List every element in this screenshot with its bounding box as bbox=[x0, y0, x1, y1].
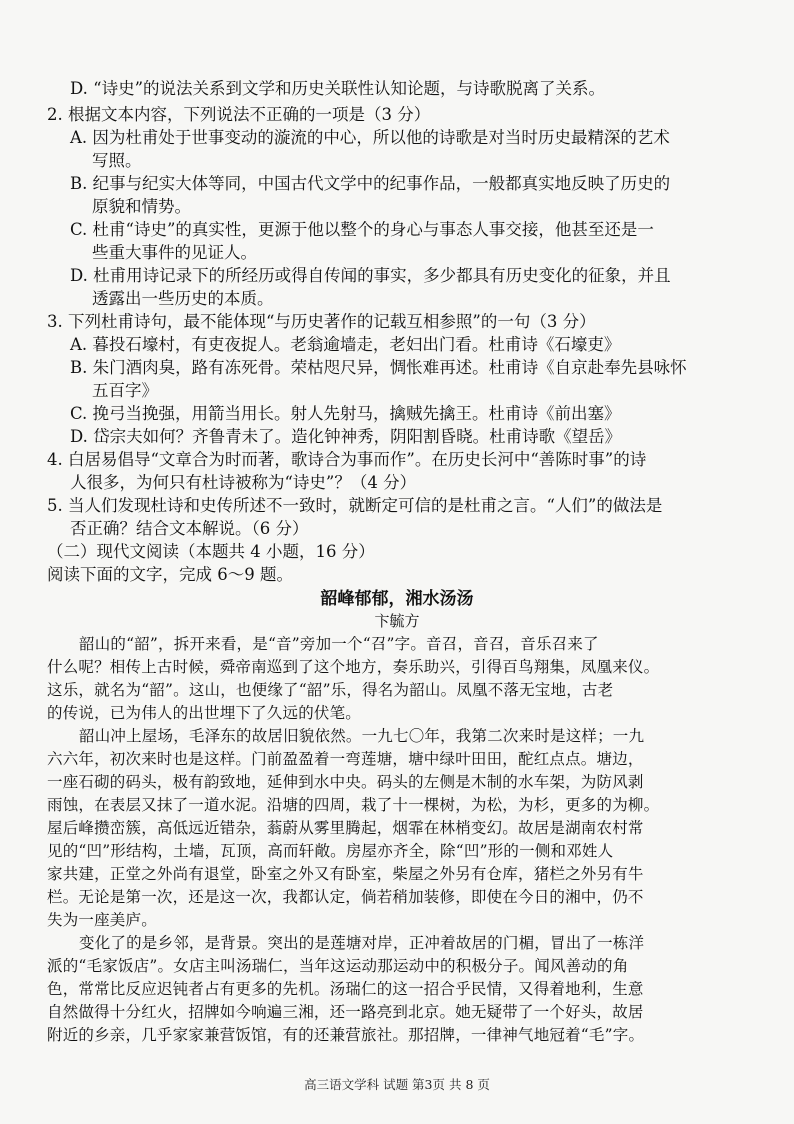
q3-option-b: B. 朱门酒肉臭，路有冻死骨。荣枯咫尺异，惆怅难再述。杜甫诗《自京赴奉先县咏怀 bbox=[70, 358, 687, 377]
article-line: 这乐，就名为“韶”。这山，也便缘了“韶”乐，得名为韶山。凤凰不落无宝地，古老 bbox=[47, 681, 614, 699]
article-line: 韶山的“韶”，拆开来看，是“音”旁加一个“召”字。音召，音召，音乐召来了 bbox=[79, 635, 599, 653]
q2-option-b: B. 纪事与纪实大体等同，中国古代文学中的纪事作品，一般都真实地反映了历史的 bbox=[70, 174, 671, 193]
q5-line-2: 否正确？结合文本解说。（6 分） bbox=[70, 519, 309, 538]
section-instruction: 阅读下面的文字，完成 6～9 题。 bbox=[47, 565, 293, 584]
q2-stem: 2. 根据文本内容，下列说法不正确的一项是（3 分） bbox=[47, 105, 431, 124]
article-line: 失为一座美庐。 bbox=[47, 911, 157, 929]
q3-option-b-cont: 五百字》 bbox=[92, 381, 158, 400]
q2-option-c-cont: 些重大事件的见证人。 bbox=[92, 243, 257, 262]
q4-line-2: 人很多，为何只有杜诗被称为“诗史”？（4 分） bbox=[70, 473, 417, 492]
article-line: 韶山冲上屋场，毛泽东的故居旧貌依然。一九七〇年，我第二次来时是这样；一九 bbox=[79, 727, 645, 745]
q3-option-c: C. 挽弓当挽强，用箭当用长。射人先射马，擒贼先擒王。杜甫诗《前出塞》 bbox=[70, 404, 621, 423]
article-line: 什么呢？相传上古时候，舜帝南巡到了这个地方，奏乐助兴，引得百鸟翔集，凤凰来仪。 bbox=[47, 658, 660, 676]
section-heading: （二）现代文阅读（本题共 4 小题，16 分） bbox=[47, 542, 375, 561]
q2-option-d: D. 杜甫用诗记录下的所经历或得自传闻的事实，多少都具有历史变化的征象，并且 bbox=[70, 266, 671, 285]
q3-stem: 3. 下列杜甫诗句，最不能体现“与历史著作的记载互相参照”的一句（3 分） bbox=[47, 312, 596, 331]
article-line: 栏。无论是第一次，还是这一次，我都认定，倘若稍加装修，即使在今日的湘中，仍不 bbox=[47, 888, 644, 906]
q2-option-b-cont: 原貌和情势。 bbox=[92, 197, 191, 216]
article-line: 家共建，正堂之外尚有退堂，卧室之外又有卧室，柴屋之外另有仓库，猪栏之外另有牛 bbox=[47, 865, 644, 883]
q3-option-d: D. 岱宗夫如何？齐鲁青未了。造化钟神秀，阴阳割昏晓。杜甫诗歌《望岳》 bbox=[70, 427, 622, 446]
q4-line-1: 4. 白居易倡导“文章合为时而著，歌诗合为事而作”。在历史长河中“善陈时事”的诗 bbox=[47, 450, 647, 469]
article-line: 派的“毛家饭店”。女店主叫汤瑞仁，当年这运动那运动中的积极分子。闻风善动的角 bbox=[47, 957, 629, 975]
page-footer: 高三语文学科 试题 第3页 共 8 页 bbox=[304, 1077, 490, 1092]
q5-line-1: 5. 当人们发现杜诗和史传所述不一致时，就断定可信的是杜甫之言。“人们”的做法是 bbox=[47, 496, 663, 515]
article-author: 卞毓方 bbox=[374, 612, 420, 630]
q2-option-a-cont: 写照。 bbox=[92, 151, 142, 170]
q1-option-d: D. “诗史”的说法关系到文学和历史关联性认知论题，与诗歌脱离了关系。 bbox=[70, 79, 606, 98]
article-line: 变化了的是乡邻，是背景。突出的是莲塘对岸，正冲着故居的门楣，冒出了一栋洋 bbox=[79, 934, 645, 952]
q3-option-a: A. 暮投石壕村，有吏夜捉人。老翁逾墙走，老妇出门看。杜甫诗《石壕吏》 bbox=[70, 335, 621, 354]
q2-option-a: A. 因为杜甫处于世事变动的漩流的中心，所以他的诗歌是对当时历史最精深的艺术 bbox=[70, 128, 670, 147]
article-line: 自然做得十分红火，招牌如今响遍三湘，还一路亮到北京。她无疑带了一个好头，故居 bbox=[47, 1003, 644, 1021]
article-line: 色，常常比反应迟钝者占有更多的先机。汤瑞仁的这一招合乎民情，又得着地利，生意 bbox=[47, 980, 644, 998]
article-line: 六六年，初次来时也是这样。门前盈盈着一弯莲塘，塘中绿叶田田，酡红点点。塘边， bbox=[47, 750, 644, 768]
article-line: 雨蚀，在表层又抹了一道水泥。沿塘的四周，栽了十一棵树，为松，为杉，更多的为柳。 bbox=[47, 796, 660, 814]
article-title: 韶峰郁郁，湘水汤汤 bbox=[320, 589, 474, 609]
article-line: 的传说，已为伟人的出世埋下了久远的伏笔。 bbox=[47, 704, 362, 722]
article-line: 见的“凹”形结构，土墙，瓦顶，高而轩敞。房屋亦齐全，除“凹”形的一侧和邓姓人 bbox=[47, 842, 614, 860]
article-line: 一座石砌的码头，极有韵致地，延伸到水中央。码头的左侧是木制的水车架，为防风剥 bbox=[47, 773, 644, 791]
q2-option-d-cont: 透露出一些历史的本质。 bbox=[92, 289, 274, 308]
article-line: 附近的乡亲，几乎家家兼营饭馆，有的还兼营旅社。那招牌，一律神气地冠着“毛”字。 bbox=[47, 1026, 645, 1044]
article-line: 屋后峰攒峦簇，高低远近错杂，蓊蔚从雾里腾起，烟霏在林梢变幻。故居是湖南农村常 bbox=[47, 819, 644, 837]
q2-option-c: C. 杜甫“诗史”的真实性，更源于他以整个的身心与事态人事交接，他甚至还是一 bbox=[70, 220, 654, 239]
